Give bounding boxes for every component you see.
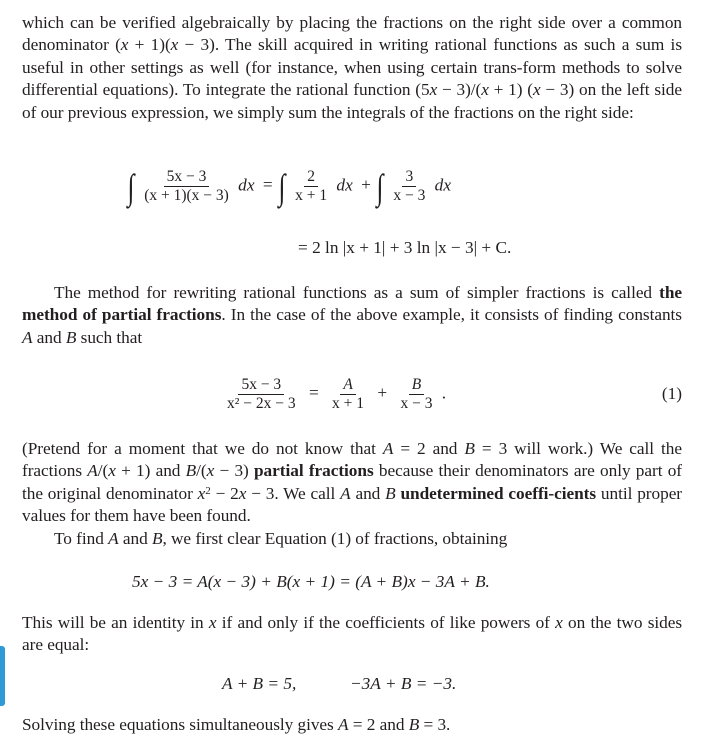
equation-system-1: A + B = 5, — [222, 674, 297, 693]
integral-result: = 2 ln |x + 1| + 3 ln |x − 3| + C. — [298, 238, 512, 257]
sidebar-accent-bar — [0, 646, 5, 706]
integral-sign: ∫ — [127, 166, 135, 207]
paragraph-identity: This will be an identity in x if and only if the coefficients of like powers of x on the two sides are equal: — [22, 613, 683, 655]
equation-1: $\frac{5x - 3}{\text{x² − 2x − 3}}$ = $\frac{A}{x + 1}$ + $\frac{B}{x - 3}$ . — [222, 376, 446, 413]
fraction-partial-2: $\frac{3}{x - 3}$ — [393, 168, 426, 204]
fraction-b: $\frac{B}{x - 3}$ — [400, 376, 433, 412]
paragraph-partial-fractions-method: The method for rewriting rational functions as a sum of simpler fractions is called the method of partial fractions. In the case of the above example, it consists of finding constants A and B such that — [22, 283, 682, 347]
integral-equation: ∫ $\frac{5x - 3}{(x + 1)(x - 3)}$ dx = ∫ $\frac{2}{x + 1}$ dx + ∫ $\frac{3}{x - 3}$ dx — [127, 166, 451, 207]
paragraph-solution: Solving these equations simultaneously gives A = 2 and B = 3. — [22, 715, 451, 734]
paragraph-verification: which can be verified algebraically by placing the fractions on the right side over a common denominator (x + 1)(x − 3). The skill acquired in writing rational functions as such a sum is useful in other settings as well (for instance, when using certain trans-form methods to solve differential equations). To integrate the rational function (5x − 3)/(x + 1) (x − 3) on the left side of our previous expression, we simply sum the integrals of the fractions on the right side: — [22, 13, 682, 122]
fraction-lhs: $\frac{5x - 3}{\text{x² − 2x − 3}}$ — [227, 376, 296, 412]
equation-number: (1) — [661, 384, 682, 403]
fraction-a: $\frac{A}{x + 1}$ — [332, 376, 365, 412]
paragraph-clear-fractions: To find A and B, we first clear Equation (1) of fractions, obtaining — [54, 529, 508, 548]
integral-sign: ∫ — [278, 166, 286, 207]
fraction-integrand: $\frac{5x - 3}{(x + 1)(x - 3)}$ — [144, 168, 229, 204]
equation-system-2: −3A + B = −3. — [350, 674, 457, 693]
integral-sign: ∫ — [376, 166, 384, 207]
paragraph-pretend: (Pretend for a moment that we do not know that A = 2 and B = 3 will work.) We call the fractions A/(x + 1) and B/(x − 3) partial fractions because their denominators are only part of the original denominator $x^2 - 2x - 3$. We call A and B undetermined coeffi-cients until proper values for them have been found. — [22, 439, 683, 526]
equation-cleared: 5x − 3 = A(x − 3) + B(x + 1) = (A + B)x − 3A + B. — [132, 572, 490, 591]
fraction-partial-1: $\frac{2}{x + 1}$ — [295, 168, 328, 204]
